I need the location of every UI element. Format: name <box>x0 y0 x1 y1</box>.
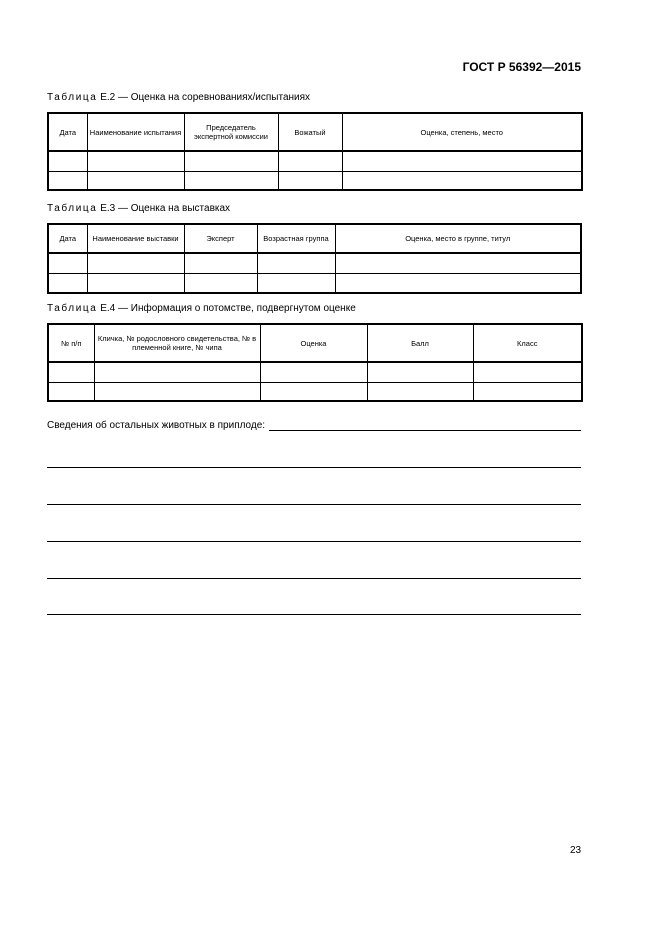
table-cell[interactable] <box>335 273 581 293</box>
table-cell[interactable] <box>87 151 184 171</box>
table-row <box>48 382 582 401</box>
column-header: Оценка <box>260 324 367 362</box>
blank-line[interactable] <box>47 504 581 505</box>
table-cell[interactable] <box>184 171 278 190</box>
column-header: Наименование выставки <box>87 224 184 253</box>
column-header: Кличка, № родословного свидетельства, № в племенной книге, № чипа <box>94 324 260 362</box>
table-cell[interactable] <box>94 362 260 382</box>
table-cell[interactable] <box>87 171 184 190</box>
table-cell[interactable] <box>278 151 342 171</box>
blank-line[interactable] <box>47 467 581 468</box>
column-header: № п/п <box>48 324 94 362</box>
column-header: Оценка, степень, место <box>342 113 582 151</box>
table-e2 <box>47 112 583 191</box>
table-cell[interactable] <box>184 273 257 293</box>
table-cell[interactable] <box>48 253 87 273</box>
table-cell[interactable] <box>335 253 581 273</box>
table-cell[interactable] <box>48 151 87 171</box>
table-cell[interactable] <box>184 253 257 273</box>
column-header: Вожатый <box>278 113 342 151</box>
table-cell[interactable] <box>48 382 94 401</box>
column-header: Класс <box>473 324 582 362</box>
table-title: Е.4 — Информация о потомстве, подвергнутом оценке <box>100 303 356 314</box>
blank-line[interactable] <box>47 614 581 615</box>
table-label: Таблица <box>47 303 98 314</box>
table-cell[interactable] <box>257 253 335 273</box>
table-e4 <box>47 323 583 402</box>
litter-notes-row <box>47 420 581 431</box>
column-header: Дата <box>48 224 87 253</box>
table-cell[interactable] <box>278 171 342 190</box>
table-label: Таблица <box>47 203 98 214</box>
table-cell[interactable] <box>342 171 582 190</box>
table-cell[interactable] <box>260 362 367 382</box>
table-cell[interactable] <box>48 171 87 190</box>
table-row <box>48 362 582 382</box>
document-code: ГОСТ Р 56392—2015 <box>462 60 581 74</box>
table-cell[interactable] <box>257 273 335 293</box>
table-row <box>48 171 582 190</box>
table-cell[interactable] <box>48 362 94 382</box>
table-e3-caption <box>47 203 230 214</box>
column-header: Возрастная группа <box>257 224 335 253</box>
table-header-row <box>48 224 581 253</box>
table-title: Е.3 — Оценка на выставках <box>100 203 231 214</box>
column-header: Дата <box>48 113 87 151</box>
table-title: Е.2 — Оценка на соревнованиях/испытаниях <box>100 92 311 103</box>
table-cell[interactable] <box>342 151 582 171</box>
column-header: Балл <box>367 324 473 362</box>
table-cell[interactable] <box>260 382 367 401</box>
table-row <box>48 253 581 273</box>
page-number: 23 <box>570 845 582 856</box>
table-cell[interactable] <box>48 273 87 293</box>
table-row <box>48 151 582 171</box>
table-cell[interactable] <box>87 273 184 293</box>
table-header-row <box>48 324 582 362</box>
column-header: Эксперт <box>184 224 257 253</box>
table-e3 <box>47 223 582 294</box>
table-e4-caption <box>47 303 356 314</box>
column-header: Наименование испытания <box>87 113 184 151</box>
table-e2-caption <box>47 92 310 103</box>
blank-line[interactable] <box>47 541 581 542</box>
blank-line[interactable] <box>47 578 581 579</box>
table-label: Таблица <box>47 92 98 103</box>
litter-notes-label: Сведения об остальных животных в приплоде: <box>47 420 266 431</box>
table-header-row <box>48 113 582 151</box>
table-cell[interactable] <box>473 362 582 382</box>
table-cell[interactable] <box>184 151 278 171</box>
litter-notes-line[interactable] <box>269 420 581 431</box>
table-cell[interactable] <box>473 382 582 401</box>
table-cell[interactable] <box>367 382 473 401</box>
table-cell[interactable] <box>94 382 260 401</box>
column-header: Председатель экспертной комиссии <box>184 113 278 151</box>
table-cell[interactable] <box>87 253 184 273</box>
table-row <box>48 273 581 293</box>
table-cell[interactable] <box>367 362 473 382</box>
column-header: Оценка, место в группе, титул <box>335 224 581 253</box>
